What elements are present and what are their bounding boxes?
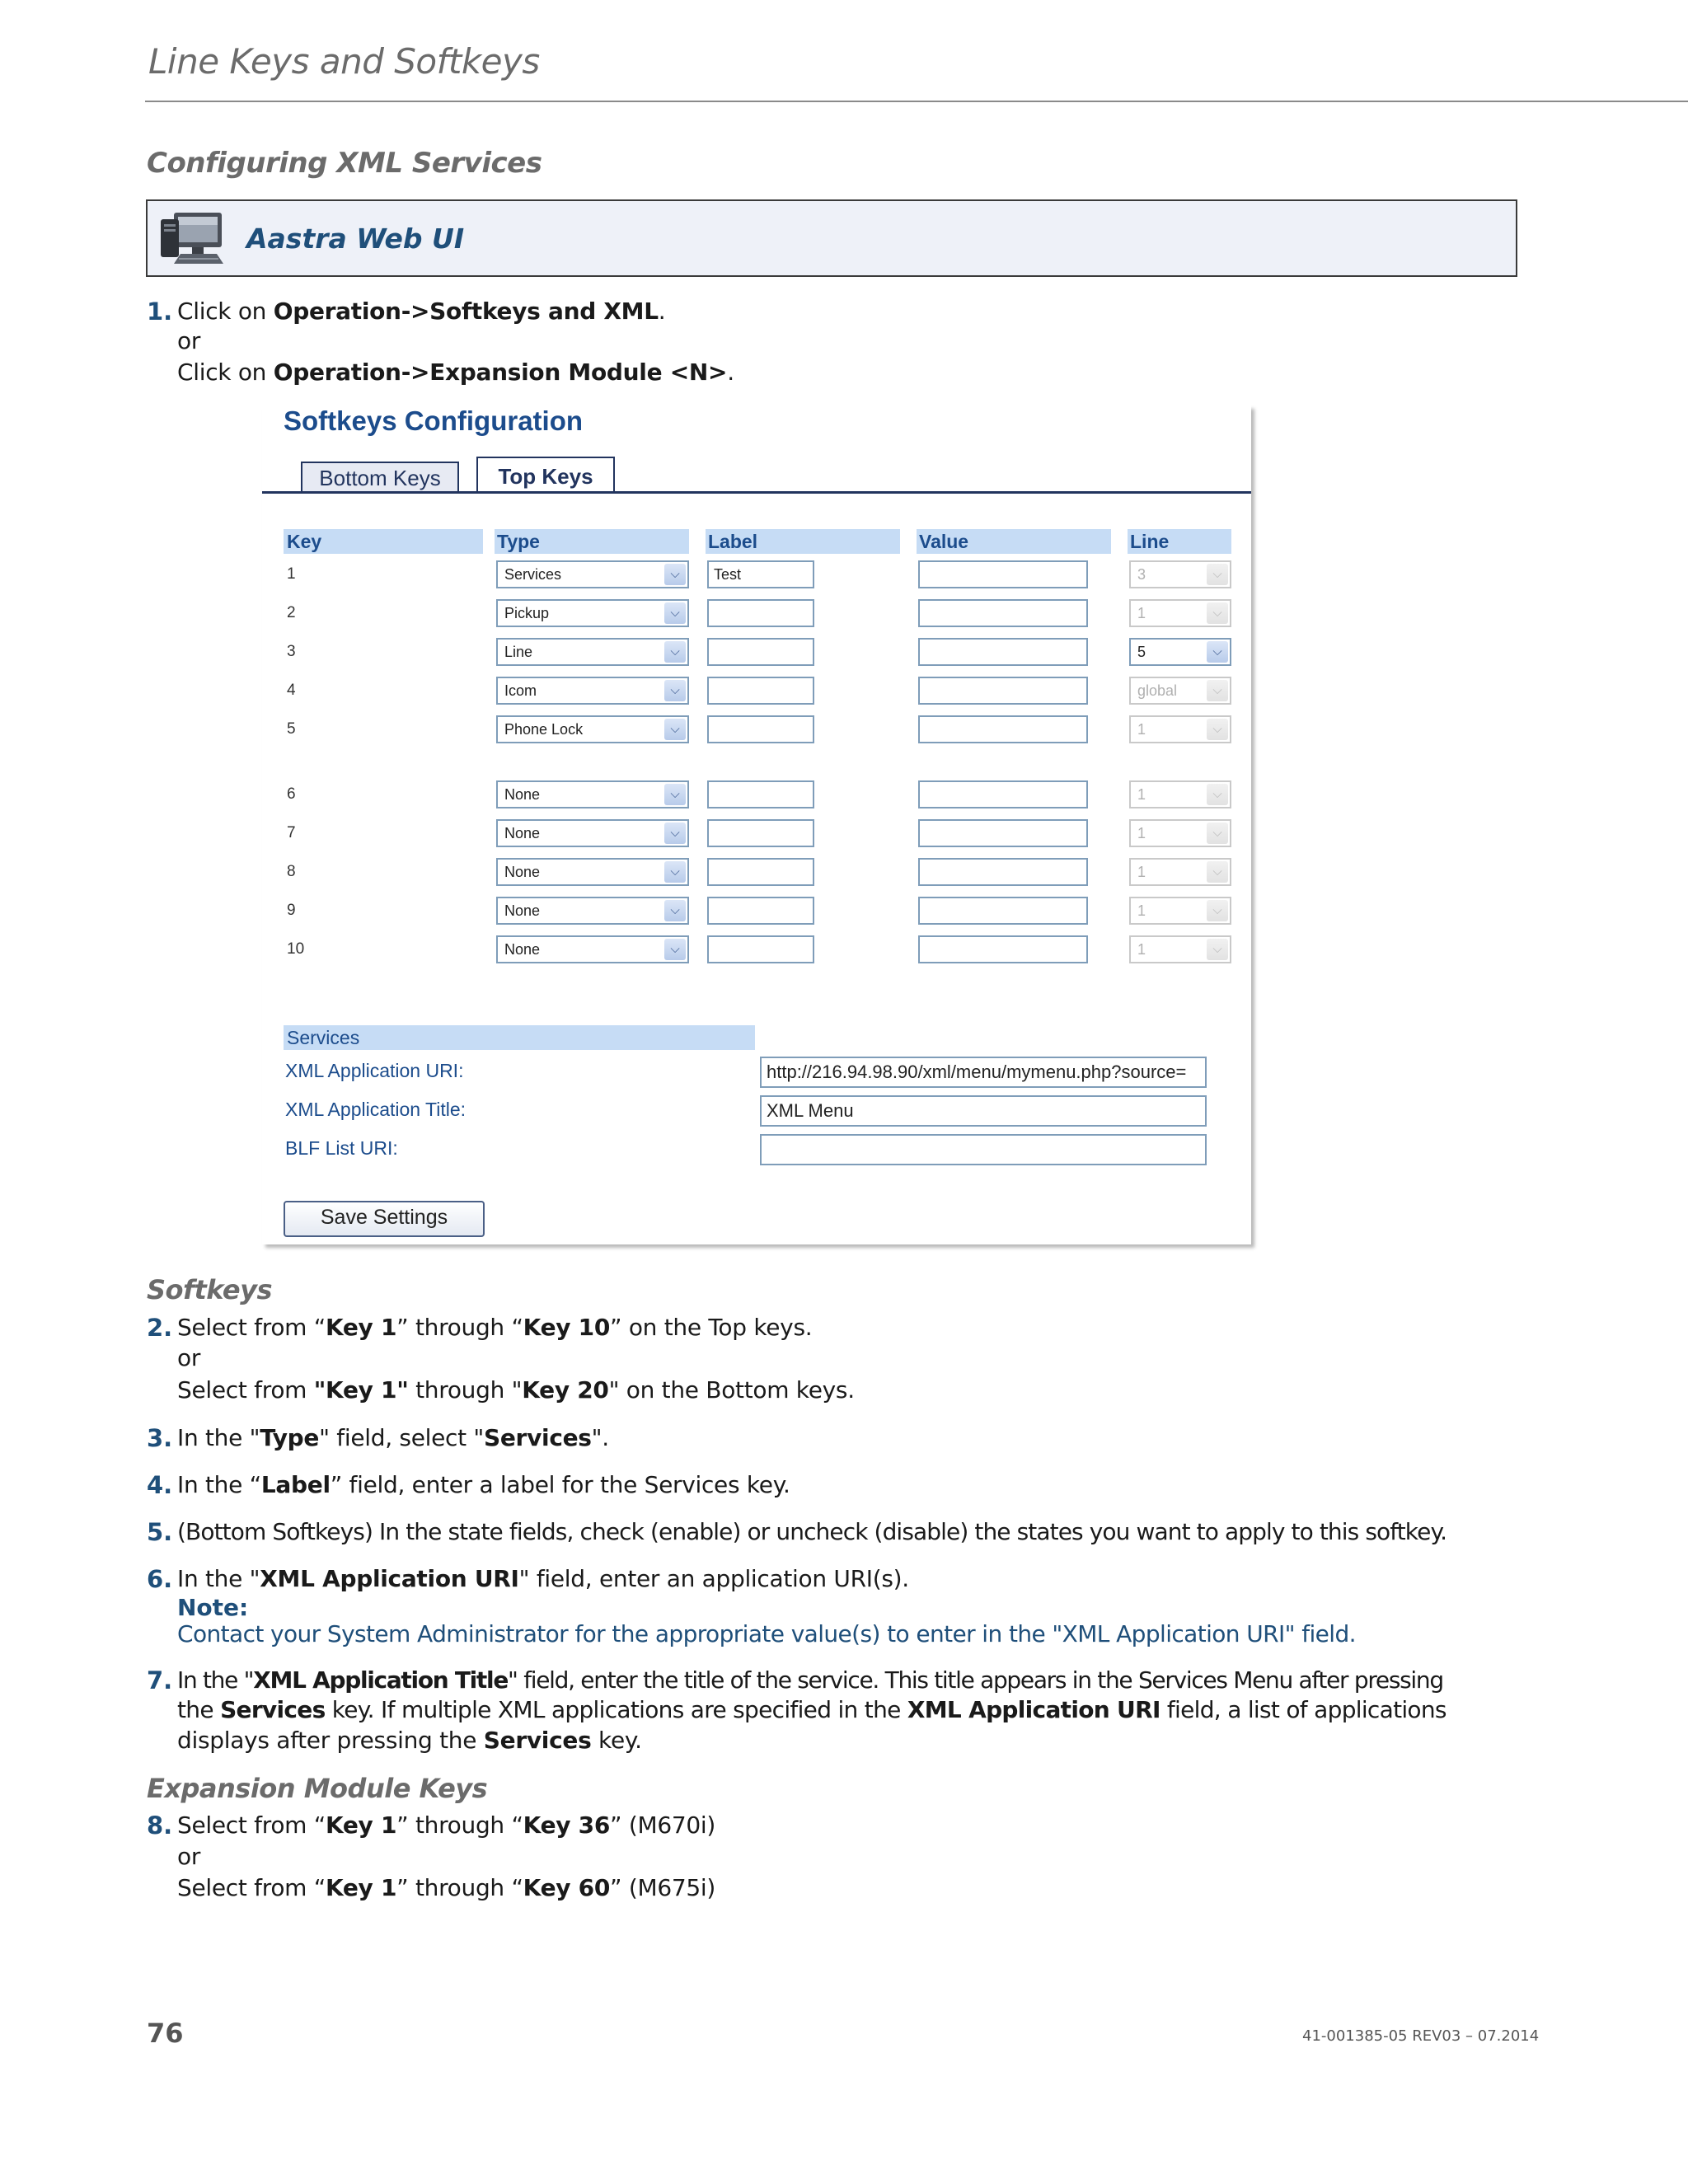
line-select-value: 1 [1137, 902, 1146, 919]
line-select[interactable] [1129, 677, 1231, 705]
value-input[interactable] [918, 819, 1088, 847]
type-select[interactable] [496, 599, 689, 627]
note-text: Contact your System Administrator for the appropriate value(s) to enter in the "XML Application URI" field. [177, 1620, 1356, 1647]
value-input[interactable] [918, 560, 1088, 588]
step-number: 3. [147, 1424, 173, 1452]
xml-title-label: XML Application Title: [285, 1099, 467, 1120]
type-select[interactable] [496, 819, 689, 847]
value-input[interactable] [918, 677, 1088, 705]
step7-line3: displays after pressing the Services key. [177, 1727, 642, 1754]
chapter-title: Line Keys and Softkeys [148, 41, 540, 82]
key-number: 5 [287, 720, 296, 738]
line-select-value: 1 [1137, 864, 1146, 880]
column-header-label: Label [708, 531, 758, 552]
type-select-value: Line [504, 644, 533, 660]
value-input[interactable] [918, 935, 1088, 963]
value-input[interactable] [918, 599, 1088, 627]
column-header-value: Value [919, 531, 969, 552]
step8-line2: Select from “Key 1” through “Key 60” (M675i) [177, 1874, 715, 1901]
line-select-value: 1 [1137, 786, 1146, 803]
step4-text: In the “Label” field, enter a label for the Services key. [177, 1471, 790, 1498]
page-number: 76 [147, 2018, 184, 2049]
chevron-down-icon[interactable]: ⌵ [1207, 861, 1228, 883]
step1-line1: Click on Operation->Softkeys and XML. [177, 298, 666, 325]
key-number: 3 [287, 643, 296, 660]
key-number: 6 [287, 785, 296, 803]
chevron-down-icon[interactable]: ⌵ [664, 564, 686, 585]
label-input[interactable] [707, 677, 814, 705]
step7-line1: In the "XML Application Title" field, enter the title of the service. This title appears in the Services Menu after pressing [177, 1666, 1443, 1694]
expansion-heading: Expansion Module Keys [147, 1773, 488, 1804]
type-select-value: None [504, 825, 541, 841]
step3-text: In the "Type" field, select "Services". [177, 1424, 609, 1451]
step7-line2: the Services key. If multiple XML applications are specified in the XML Application URI field, a list of applications [177, 1696, 1447, 1723]
step2-line2: Select from "Key 1" through "Key 20" on the Bottom keys. [177, 1376, 855, 1404]
blf-list-uri-input[interactable] [760, 1134, 1207, 1165]
chevron-down-icon[interactable]: ⌵ [664, 823, 686, 844]
aastra-web-ui-callout [146, 199, 1517, 277]
line-select[interactable] [1129, 638, 1231, 666]
value-input[interactable] [918, 858, 1088, 886]
type-select-value: None [504, 786, 541, 803]
chevron-down-icon[interactable]: ⌵ [1207, 784, 1228, 805]
chevron-down-icon[interactable]: ⌵ [1207, 719, 1228, 740]
step-number: 8. [147, 1811, 173, 1840]
type-select-value: None [504, 902, 541, 919]
step1-or: or [177, 327, 201, 354]
softkeys-config-title: Softkeys Configuration [284, 405, 584, 436]
type-select-value: None [504, 864, 541, 880]
chevron-down-icon[interactable]: ⌵ [664, 602, 686, 624]
chevron-down-icon[interactable]: ⌵ [1207, 602, 1228, 624]
step8-line1: Select from “Key 1” through “Key 36” (M670i) [177, 1811, 715, 1839]
key-number: 9 [287, 902, 296, 919]
line-select[interactable] [1129, 780, 1231, 808]
xml-uri-input[interactable]: http://216.94.98.90/xml/menu/mymenu.php?source= [760, 1057, 1207, 1088]
chevron-down-icon[interactable]: ⌵ [1207, 564, 1228, 585]
type-select[interactable] [496, 780, 689, 808]
label-input[interactable] [707, 638, 814, 666]
chevron-down-icon[interactable]: ⌵ [664, 939, 686, 960]
line-select-value: 1 [1137, 605, 1146, 621]
label-input[interactable] [707, 715, 814, 743]
header-rule [145, 101, 1688, 102]
step5-text: (Bottom Softkeys) In the state fields, check (enable) or uncheck (disable) the states you want to apply to this softkey. [177, 1518, 1447, 1545]
step2-or: or [177, 1344, 201, 1371]
line-select[interactable] [1129, 599, 1231, 627]
label-input[interactable] [707, 780, 814, 808]
key-number: 8 [287, 863, 296, 880]
chevron-down-icon[interactable]: ⌵ [1207, 680, 1228, 701]
step-number: 6. [147, 1565, 173, 1593]
line-select-value: 1 [1137, 941, 1146, 958]
chevron-down-icon[interactable]: ⌵ [664, 900, 686, 921]
blf-list-uri-label: BLF List URI: [285, 1137, 398, 1159]
line-select-value: global [1137, 682, 1178, 699]
note-title: Note: [177, 1594, 249, 1621]
xml-uri-label: XML Application URI: [285, 1060, 464, 1081]
key-number: 4 [287, 682, 296, 699]
tab-top-keys[interactable]: Top Keys [476, 457, 615, 494]
document-id: 41-001385-05 REV03 – 07.2014 [1302, 2027, 1540, 2045]
line-select-value: 3 [1137, 566, 1146, 583]
chevron-down-icon[interactable]: ⌵ [1207, 939, 1228, 960]
type-select-value: Icom [504, 682, 537, 699]
chevron-down-icon[interactable]: ⌵ [664, 719, 686, 740]
save-settings-button[interactable]: Save Settings [284, 1201, 485, 1237]
label-input[interactable] [707, 935, 814, 963]
type-select[interactable] [496, 935, 689, 963]
step-number: 5. [147, 1518, 173, 1546]
type-select-value: Pickup [504, 605, 550, 621]
line-select-value: 1 [1137, 825, 1146, 841]
step-number: 4. [147, 1471, 173, 1499]
value-input[interactable] [918, 638, 1088, 666]
key-number: 2 [287, 604, 296, 621]
label-input[interactable] [707, 819, 814, 847]
type-select[interactable] [496, 638, 689, 666]
type-select[interactable] [496, 715, 689, 743]
type-select-value: Services [504, 566, 562, 583]
column-header-key: Key [287, 531, 322, 552]
xml-title-input[interactable]: XML Menu [760, 1095, 1207, 1127]
softkeys-heading: Softkeys [147, 1274, 272, 1305]
value-input[interactable] [918, 897, 1088, 925]
type-select[interactable] [496, 560, 689, 588]
chevron-down-icon[interactable]: ⌵ [1207, 823, 1228, 844]
step6-text: In the "XML Application URI" field, enter an application URI(s). [177, 1565, 909, 1592]
chevron-down-icon[interactable]: ⌵ [664, 641, 686, 663]
line-select[interactable] [1129, 819, 1231, 847]
step1-line2: Click on Operation->Expansion Module <N>. [177, 359, 734, 386]
line-select[interactable] [1129, 858, 1231, 886]
tab-underline [262, 491, 1251, 494]
key-number: 1 [287, 565, 296, 583]
step-number: 7. [147, 1666, 173, 1694]
type-select-value: Phone Lock [504, 721, 584, 738]
key-number: 7 [287, 824, 296, 841]
line-select[interactable] [1129, 935, 1231, 963]
line-select[interactable] [1129, 715, 1231, 743]
value-input[interactable] [918, 780, 1088, 808]
chevron-down-icon[interactable]: ⌵ [664, 680, 686, 701]
chevron-down-icon[interactable]: ⌵ [664, 784, 686, 805]
step8-or: or [177, 1843, 201, 1870]
type-select[interactable] [496, 897, 689, 925]
softkeys-config-screenshot [262, 405, 1251, 1244]
column-header-line: Line [1130, 531, 1170, 552]
line-select-value: 1 [1137, 721, 1146, 738]
line-select-value: 5 [1137, 644, 1146, 660]
key-number: 10 [287, 940, 305, 958]
chevron-down-icon[interactable]: ⌵ [1207, 641, 1228, 663]
chevron-down-icon[interactable]: ⌵ [664, 861, 686, 883]
line-select[interactable] [1129, 560, 1231, 588]
tab-bottom-keys[interactable]: Bottom Keys [301, 462, 459, 493]
services-heading: Services [287, 1027, 360, 1048]
type-select[interactable] [496, 677, 689, 705]
section-title: Configuring XML Services [147, 147, 542, 180]
step-number: 1. [147, 298, 173, 326]
label-input[interactable]: Test [707, 560, 814, 588]
line-select[interactable] [1129, 897, 1231, 925]
step2-line1: Select from “Key 1” through “Key 10” on the Top keys. [177, 1314, 813, 1341]
chevron-down-icon[interactable]: ⌵ [1207, 900, 1228, 921]
type-select-value: None [504, 941, 541, 958]
value-input[interactable] [918, 715, 1088, 743]
label-input[interactable] [707, 599, 814, 627]
step-number: 2. [147, 1314, 173, 1342]
column-header-type: Type [497, 531, 540, 552]
computer-icon [159, 211, 227, 267]
label-input[interactable] [707, 897, 814, 925]
label-input[interactable] [707, 858, 814, 886]
aastra-web-ui-label: Aastra Web UI [246, 223, 465, 255]
type-select[interactable] [496, 858, 689, 886]
